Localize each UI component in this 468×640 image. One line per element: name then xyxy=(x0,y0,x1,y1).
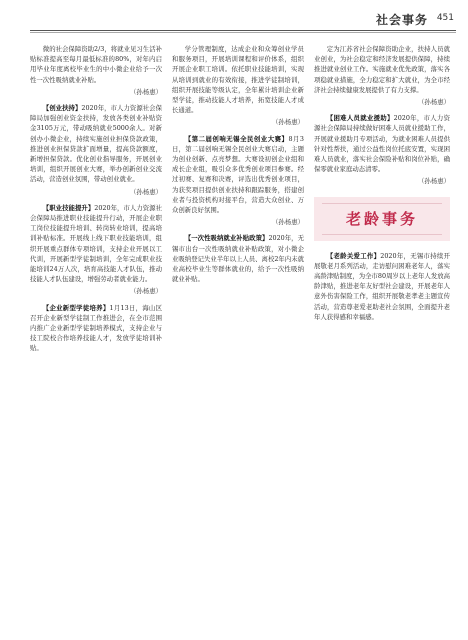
news-item-body: 2020年，无锡市持续开展敬老月系列活动，走访慰问困难老年人，落实高龄津贴制度，为全市80周岁以上老年人发放高龄津贴，推进老年友好型社会建设，开展老年人意外伤害保险工作，组织开展敬老孝老主题宣传活动，营造尊老爱老助老社会氛围，全面提升老年人获得感和幸福感。 xyxy=(314,251,450,321)
section-title: 社会事务 xyxy=(375,13,428,27)
news-item xyxy=(314,113,450,174)
news-item-heading: 【一次性吸纳就业补贴政策】 xyxy=(184,234,269,243)
text-column-middle xyxy=(172,44,304,284)
author-credit: （孙杨惠） xyxy=(130,87,162,96)
news-item-heading: 【企业新型学徒培养】 xyxy=(42,303,110,312)
news-item xyxy=(314,251,450,322)
body-paragraph: 学分管理制度，达成企业和众筹创业学员和服务项目，开展培训课程和评价体系，组织开展企业职工培训。依托职业技能培训，实现从培训到就业的有效衔接，推进学徒制培训，组织开展技能等级认定，全年累计培训企业新型学徒，推动技能人才培养，拓宽技能人才成长通道。 xyxy=(172,45,304,115)
author-credit: （孙杨惠） xyxy=(418,177,450,186)
text-column-right xyxy=(314,44,450,322)
news-item-heading: 【第二届创响无锡全民创业大赛】 xyxy=(184,134,289,143)
news-item-body: 2020年，市人力资源社会保障局推进职业技能提升行动，开展企业职工岗位技能提升培训、转岗转业培训，提高培训补贴标准。开展线上线下职业技能培训，组织开展重点群体专项培训，支持企业开展以工代训，开展新型学徒制培训，全年完成职业技能培训24万人次，培育高技能人才队伍，推动技能人才队伍建设，增强劳动者就业能力。 xyxy=(30,203,162,284)
news-item-heading: 【职业技能提升】 xyxy=(42,203,95,212)
news-item-body: 2020年，市人力资源社会保障局持续做好困难人员就业援助工作，开展就业援助月专项活动，为就业困难人员提供针对性帮扶，通过公益性岗位托底安置，实现困难人员就业，落实社会保险补贴和岗位补贴，确保零就业家庭动态清零。 xyxy=(314,114,451,174)
news-item-heading: 【困难人员就业援助】 xyxy=(326,114,394,123)
news-item xyxy=(30,203,162,285)
body-paragraph: 定为江苏省社会保障资助企业，扶持人员就业创业，为社会稳定和经济发展提供保障，持续推进就业创业工作。实施就业优先政策，落实各项稳就业措施，全力稳定和扩大就业，为全市经济社会持续健康发展提供了有力支撑。 xyxy=(314,45,450,94)
section-banner xyxy=(314,197,450,241)
news-item xyxy=(172,233,304,284)
news-item-body: 8月3日，第二届创响无锡全民创业大赛启动，主题为创业创新、点亮梦想。大赛设初创企业组和成长企业组，吸引众多优秀创业项目参赛。经过初赛、复赛和决赛，评选出优秀创业项目，为获奖项目提供创业扶持和跟踪服务，搭建创业者与投资机构对接平台，营造大众创业、万众创新良好氛围。 xyxy=(172,134,304,215)
text-column-left xyxy=(30,44,162,354)
news-item-heading: 【创业扶持】 xyxy=(42,104,82,113)
author-credit: （孙杨惠） xyxy=(272,118,304,127)
news-item xyxy=(172,134,304,216)
author-credit: （孙杨惠） xyxy=(272,218,304,227)
page-number: 451 xyxy=(436,13,454,23)
news-item-body: 2020年，无锡市出台一次性吸纳就业补贴政策，对小微企业吸纳登记失业半年以上人员、离校2年内未就业高校毕业生等群体就业的，给予一次性吸纳就业补贴。 xyxy=(172,234,305,284)
header-rule-thin xyxy=(30,32,456,33)
author-credit: （孙杨惠） xyxy=(130,187,162,196)
header-rule xyxy=(30,30,456,31)
page-header xyxy=(0,0,468,38)
news-item-body: 1月13日，海山区召开企业新型学徒制工作推进会，在全市范围内推广企业新型学徒制培养模式，支持企业与技工院校合作培养技能人才，发放学徒培训补贴。 xyxy=(30,303,162,353)
news-item-heading: 【老龄关爱工作】 xyxy=(326,251,381,260)
author-credit: （孙杨惠） xyxy=(418,98,450,107)
news-item-body: 2020年，市人力资源社会保障局加强创业资金扶持，发放各类创业补贴资金3105万元，带动吸纳就业5000余人。对新创办小微企业，持续实施创业担保贷款政策，推进创业担保贷款扩面增量，提高贷款额度，新增担保贷款。优化创业指导服务，开展创业培训，组织开展创业大赛，举办创新创业交流活动，营造创业氛围，带动创业就业。 xyxy=(30,104,163,184)
news-item xyxy=(30,103,162,185)
body-paragraph: 微的社会保障资助2/3，将就业见习生活补贴标准提高至每月最低标准的80%，对年内启用毕业年度离校毕业生的中小微企业给予一次性一次性吸纳就业补贴。 xyxy=(30,45,162,84)
news-item xyxy=(30,303,162,354)
section-banner-title: 老龄事务 xyxy=(345,209,418,228)
author-credit: （孙杨惠） xyxy=(130,287,162,296)
